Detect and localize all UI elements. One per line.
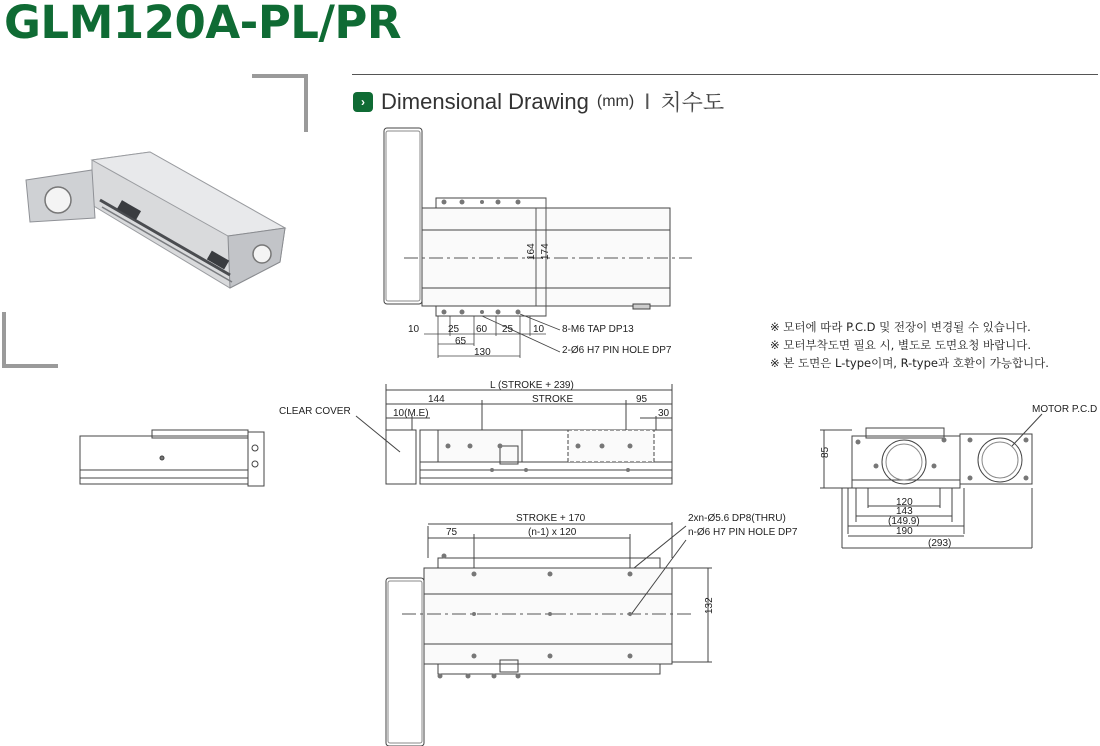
- dim-130: 130: [474, 347, 491, 358]
- dim-25-a: 25: [448, 324, 460, 335]
- dim-65: 65: [455, 336, 467, 347]
- side-view: [356, 384, 672, 484]
- top-view-dimensions: [424, 314, 560, 358]
- dim-30: 30: [658, 408, 670, 419]
- note-line: ※ 모터에 따라 P.C.D 및 전장이 변경될 수 있습니다.: [770, 320, 1031, 334]
- section-title: Dimensional Drawing: [381, 88, 589, 114]
- dim-60: 60: [476, 324, 488, 335]
- callout-clear-cover: CLEAR COVER: [279, 406, 351, 417]
- dim-25-b: 25: [502, 324, 514, 335]
- notes: [770, 318, 1049, 372]
- dim-293: (293): [928, 538, 952, 549]
- end-view-holes: [856, 438, 1029, 481]
- dim-95: 95: [636, 394, 648, 405]
- dim-143: 143: [896, 506, 913, 517]
- section-unit: (mm): [596, 92, 635, 110]
- dim-stroke-170: STROKE + 170: [516, 513, 586, 524]
- dim-144: 144: [428, 394, 445, 405]
- dim-149-9: (149.9): [888, 516, 920, 527]
- end-view: [820, 414, 1042, 548]
- callout-motor-pcd: MOTOR P.C.D: [1032, 404, 1098, 415]
- note-line: ※ 본 도면은 L-type이며, R-type과 호환이 가능합니다.: [770, 356, 1049, 370]
- dim-174: 174: [540, 243, 551, 260]
- dim-132: 132: [704, 597, 715, 614]
- callout-pin-bottom: n-Ø6 H7 PIN HOLE DP7: [688, 527, 798, 538]
- arrow-right-square-icon: ›: [353, 92, 373, 112]
- product-photo: [26, 152, 285, 288]
- callout-tap: 8-M6 TAP DP13: [562, 324, 634, 335]
- dim-85: 85: [820, 446, 831, 458]
- dim-75: 75: [446, 527, 458, 538]
- dim-190: 190: [896, 526, 913, 537]
- top-view: [384, 128, 692, 316]
- dim-10-left: 10: [408, 324, 420, 335]
- dim-length: L (STROKE + 239): [490, 380, 574, 391]
- section-separator: I: [644, 88, 651, 114]
- callout-pin-top: 2-Ø6 H7 PIN HOLE DP7: [562, 345, 672, 356]
- product-title: GLM120A-PL/PR: [4, 0, 402, 49]
- callout-thru: 2xn-Ø5.6 DP8(THRU): [688, 513, 786, 524]
- bottom-view: [386, 522, 712, 746]
- dim-me: 10(M.E): [393, 408, 429, 419]
- dim-n1: (n-1) x 120: [528, 527, 577, 538]
- dim-stroke: STROKE: [532, 394, 574, 405]
- left-side-view: [80, 430, 264, 486]
- dim-10-right: 10: [533, 324, 545, 335]
- section-title-korean: 치수도: [660, 91, 725, 116]
- dim-120: 120: [896, 497, 913, 508]
- dim-164: 164: [526, 243, 537, 260]
- note-line: ※ 모터부착도면 필요 시, 별도로 도면요청 바랍니다.: [770, 338, 1032, 352]
